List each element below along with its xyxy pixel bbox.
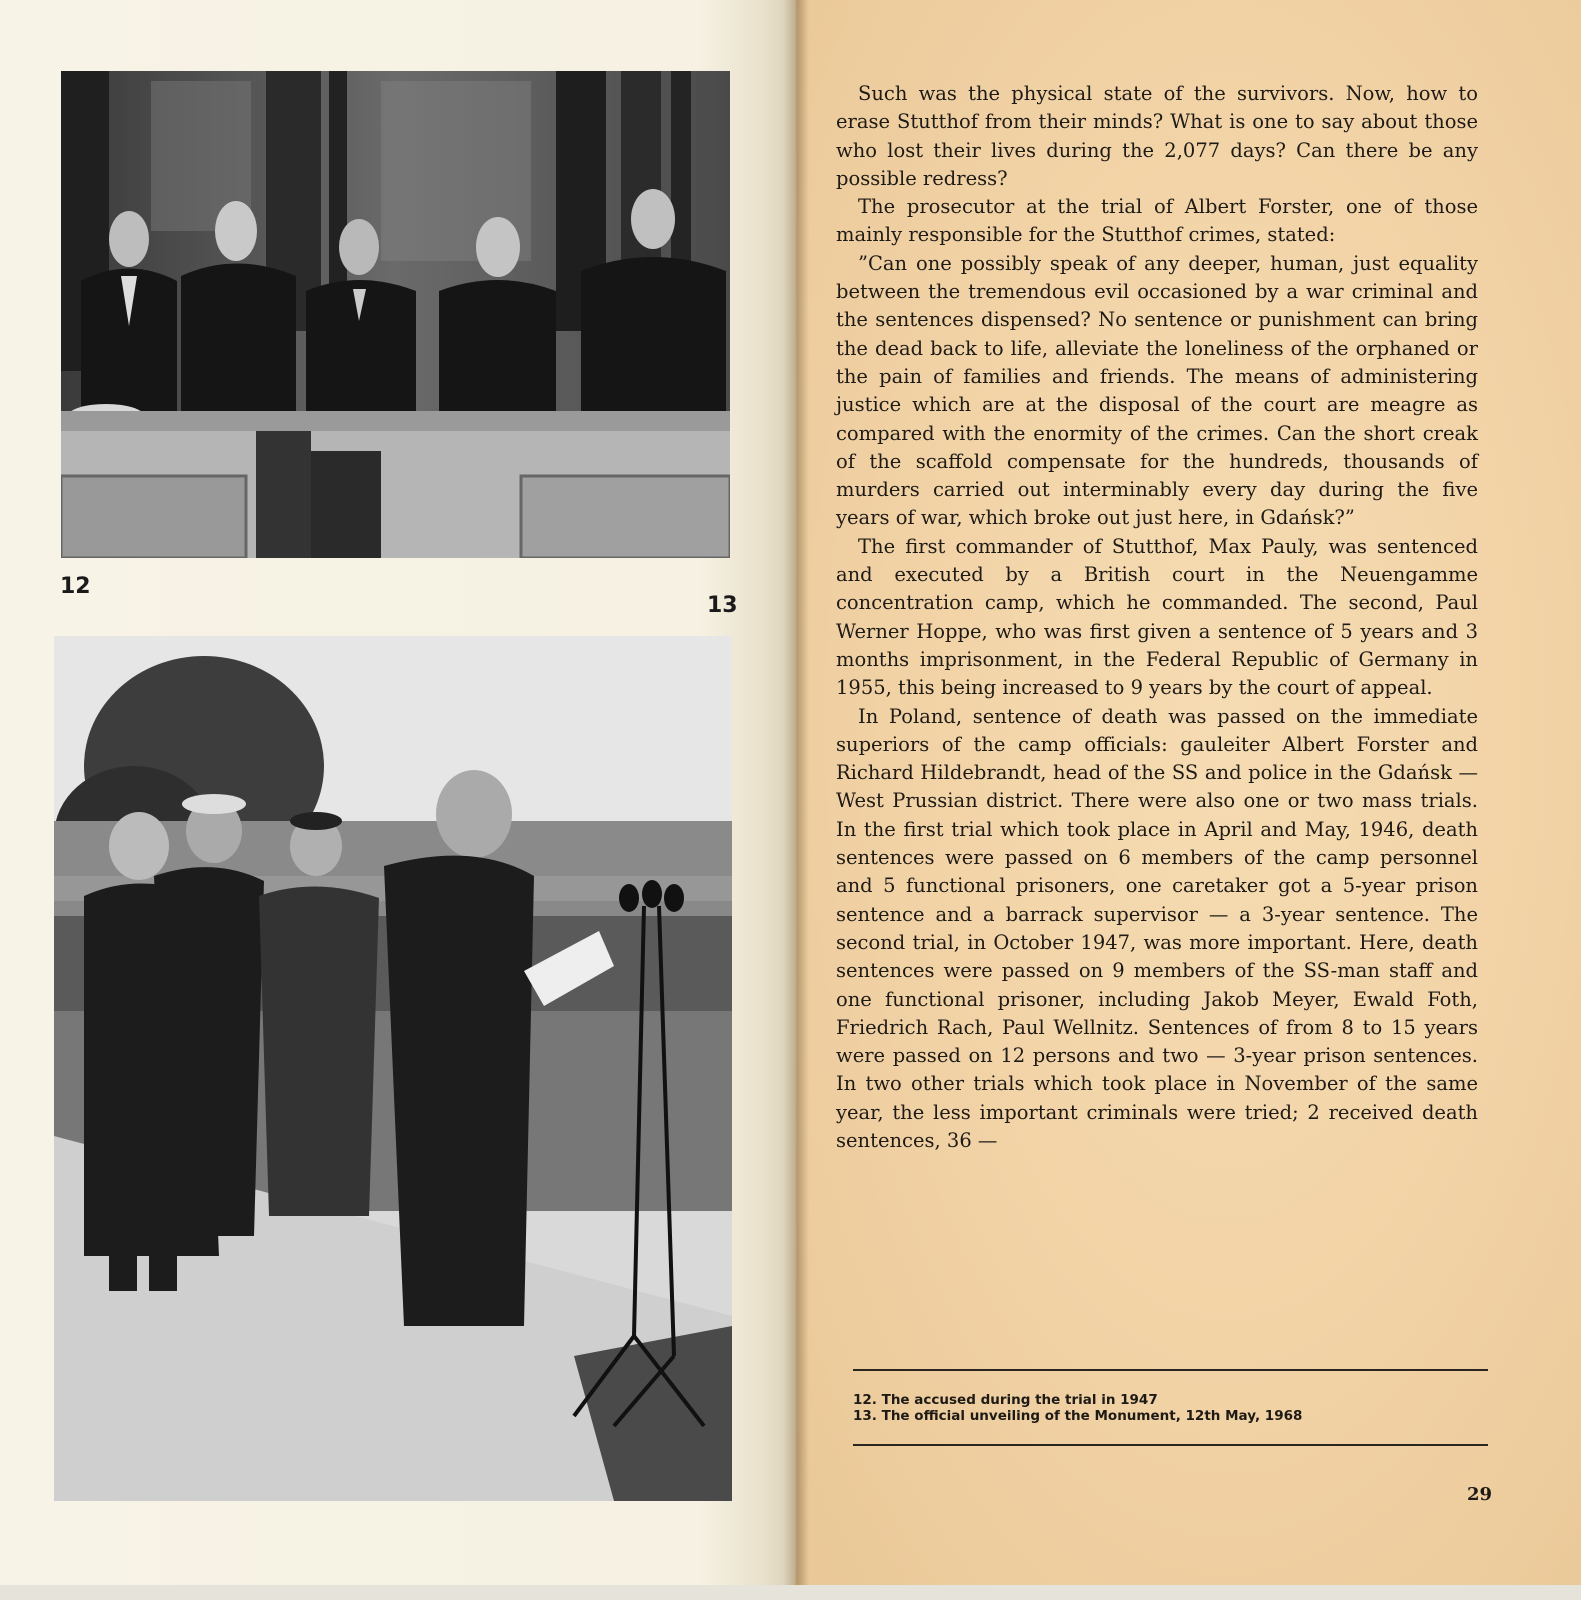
photo-captions xyxy=(853,1392,1488,1424)
photo-monument-unveiling-1968 xyxy=(54,636,732,1501)
book-gutter xyxy=(783,0,809,1600)
body-text xyxy=(836,80,1478,1155)
caption-12: 12. The accused during the trial in 1947 xyxy=(853,1392,1158,1408)
caption-rule-top xyxy=(853,1369,1488,1371)
quote-paragraph: ”Can one possibly speak of any deeper, human, just equality between the tremendous evil occasioned by a war criminal and the sentences dispensed? No sentence or punishment can bring the dead back to life, alleviate the loneliness of the orphaned or the pain of families and friends. The means of administering justice which are at the disposal of the court are meagre as compared with the enormity of the crimes. Can the short creak of the scaffold compensate for the hundreds, thousands of murders carried out interminably every day during the five years of war, which broke out just here, in Gdańsk?” xyxy=(836,251,1478,530)
paragraph: In Poland, sentence of death was passed on the immediate superiors of the camp officials: gauleiter Albert Forster and Richard Hildebrandt, head of the SS and police in the Gdańsk — West Prussian district. There were also one or two mass trials. In the first trial which took place in April and May, 1946, death sentences were passed on 6 members of the camp personnel and 5 functional prisoners, one caretaker got a 5-year prison sentence and a barrack supervisor — a 3-year sentence. The second trial, in October 1947, was more important. Here, death sentences were passed on 9 members of the SS-man staff and one functional prisoner, including Jakob Meyer, Ewald Foth, Friedrich Rach, Paul Wellnitz. Sentences of from 8 to 15 years were passed on 12 persons and two — 3-year prison sentences. In two other trials which took place in November of the same year, the less important criminals were tried; 2 received death sentences, 36 — xyxy=(836,704,1478,1152)
page-bottom-edge xyxy=(0,1585,1581,1600)
caption-13: 13. The official unveiling of the Monument, 12th May, 1968 xyxy=(853,1408,1303,1424)
paragraph: The first commander of Stutthof, Max Pauly, was sentenced and executed by a British court in the Neuengamme concentration camp, which he commanded. The second, Paul Werner Hoppe, who was first given a sentence of 5 years and 3 months imprisonment, in the Federal Republic of Germany in 1955, this being increased to 9 years by the court of appeal. xyxy=(836,534,1478,700)
page-number: 29 xyxy=(1467,1484,1493,1505)
figure-number-13: 13 xyxy=(707,593,738,618)
caption-rule-bottom xyxy=(853,1444,1488,1446)
paragraph: The prosecutor at the trial of Albert Forster, one of those mainly responsible for the Stutthof crimes, stated: xyxy=(836,195,1478,247)
photo-trial-1947 xyxy=(61,71,730,558)
paragraph: Such was the physical state of the survivors. Now, how to erase Stutthof from their minds? What is one to say about those who lost their lives during the 2,077 days? Can there be any possible redress? xyxy=(836,82,1478,190)
figure-number-12: 12 xyxy=(60,574,91,599)
